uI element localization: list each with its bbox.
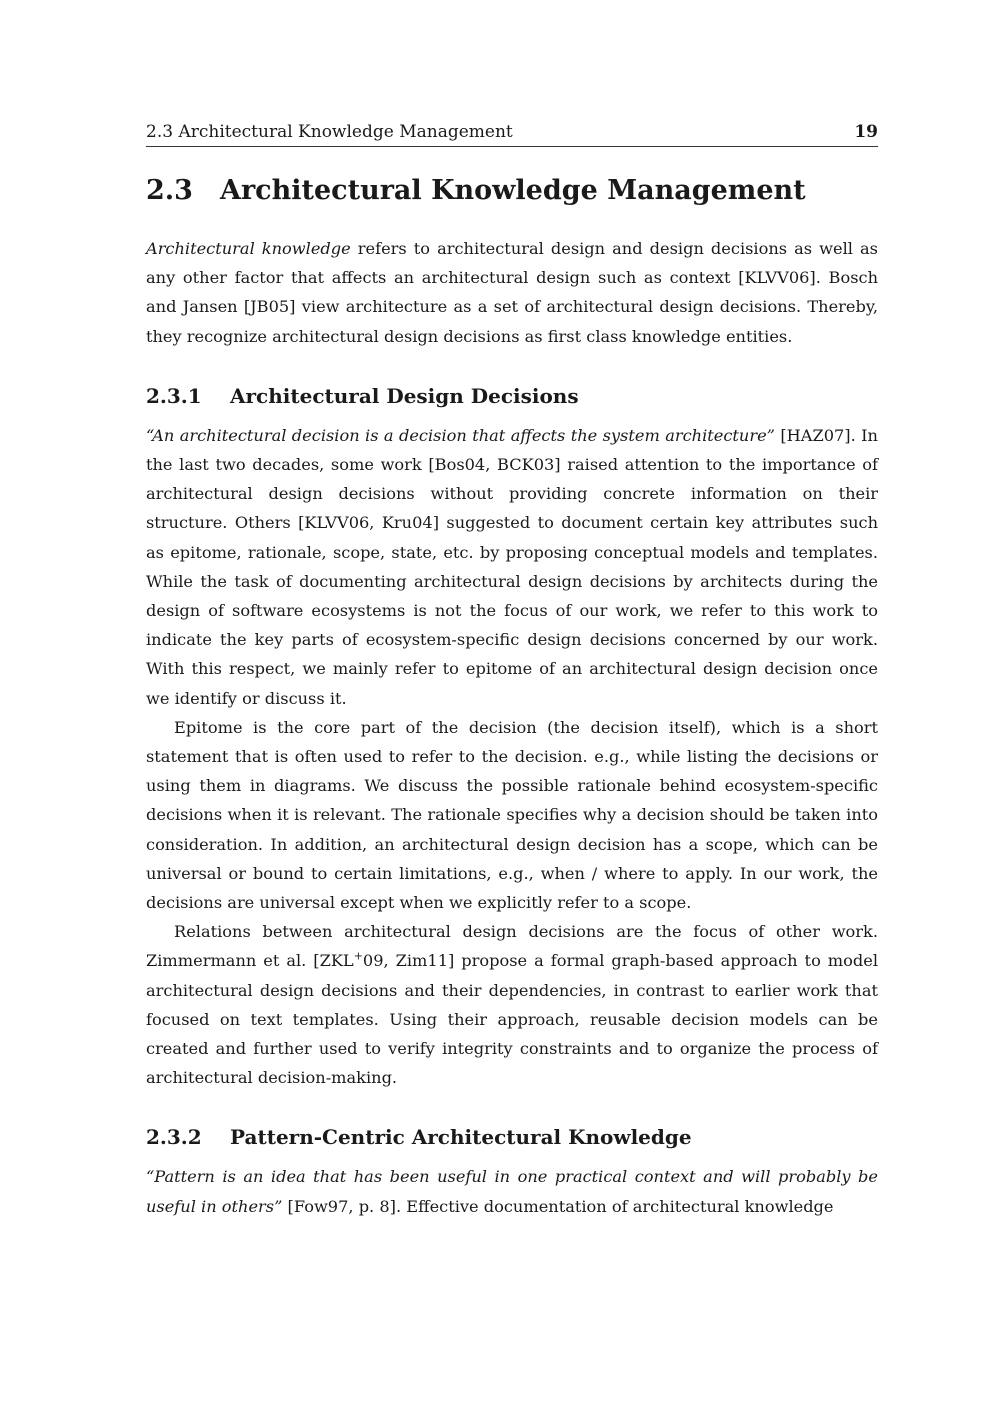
main-content <box>146 168 878 1221</box>
running-head-title: 2.3 Architectural Knowledge Management <box>146 122 513 142</box>
intro-text: refers to architectural design and design decisions as well as any other factor that affects an architectural design such as context [KLVV06]. Bosch and Jansen [JB05] view architecture as a set of architectural design decisions. Thereby, they recognize architectural design decisions as first class knowledge entities. <box>146 239 878 346</box>
running-head <box>146 121 878 147</box>
quote-pattern: “Pattern is an idea that has been useful in one practical context and will probably be useful in others” <box>146 1167 878 1216</box>
paragraph-epitome: Epitome is the core part of the decision (the decision itself), which is a short statement that is often used to refer to the decision. e.g., while listing the decisions or using them in diagrams. We discuss the possible rationale behind ecosystem-specific decisions when it is relevant. The rationale specifies why a decision should be taken into consideration. In addition, an architectural design decision has a scope, which can be universal or bound to certain limitations, e.g., when / where to apply. In our work, the decisions are universal except when we explicitly refer to a scope. <box>146 717 878 913</box>
quote-decision: “An architectural decision is a decision that affects the system architecture” <box>146 425 775 445</box>
paragraph-decisions-definition <box>146 421 878 713</box>
paragraph-text: Relations between architectural design decisions are the focus of other work. Zimmermann et al. [ZKL <box>146 922 878 971</box>
section-title: Architectural Knowledge Management <box>220 175 806 206</box>
superscript-plus: + <box>353 950 363 964</box>
paragraph-text: 09, Zim11] propose a formal graph-based approach to model architectural design decisions and their dependencies, in contrast to earlier work that focused on text templates. Using their approach, reusable decision models can be created and further used to verify integrity constraints and to organize the process of architectural decision-making. <box>146 951 878 1088</box>
subsection-number-2: 2.3.2 <box>146 1125 202 1150</box>
subsection-title-1: Architectural Design Decisions <box>230 383 579 408</box>
section-number: 2.3 <box>146 175 193 206</box>
subsection-title-2: Pattern-Centric Architectural Knowledge <box>230 1125 692 1150</box>
page-number: 19 <box>854 122 878 142</box>
subsection-heading-2 <box>146 1122 878 1152</box>
subsection-heading-1 <box>146 381 878 411</box>
section-intro-paragraph <box>146 234 878 351</box>
section-heading <box>146 168 878 214</box>
paragraph-pattern-definition <box>146 1162 878 1220</box>
intro-emphasis: Architectural knowledge <box>146 239 351 258</box>
paragraph-text: [Fow97, p. 8]. Effective documentation of architectural knowledge <box>282 1196 834 1216</box>
paragraph-relations <box>146 917 878 1092</box>
paragraph-text: [HAZ07]. In the last two decades, some work [Bos04, BCK03] raised attention to the importance of architectural design decisions without providing concrete information on their structure. Others [KLVV06, Kru04] suggested to document certain key attributes such as epitome, rationale, scope, state, etc. by proposing conceptual models and templates. While the task of documenting architectural design decisions by architects during the design of software ecosystems is not the focus of our work, we refer to this work to indicate the key parts of ecosystem-specific design decisions concerned by our work. With this respect, we mainly refer to epitome of an architectural design decision once we identify or discuss it. <box>146 425 878 708</box>
subsection-number-1: 2.3.1 <box>146 383 202 408</box>
